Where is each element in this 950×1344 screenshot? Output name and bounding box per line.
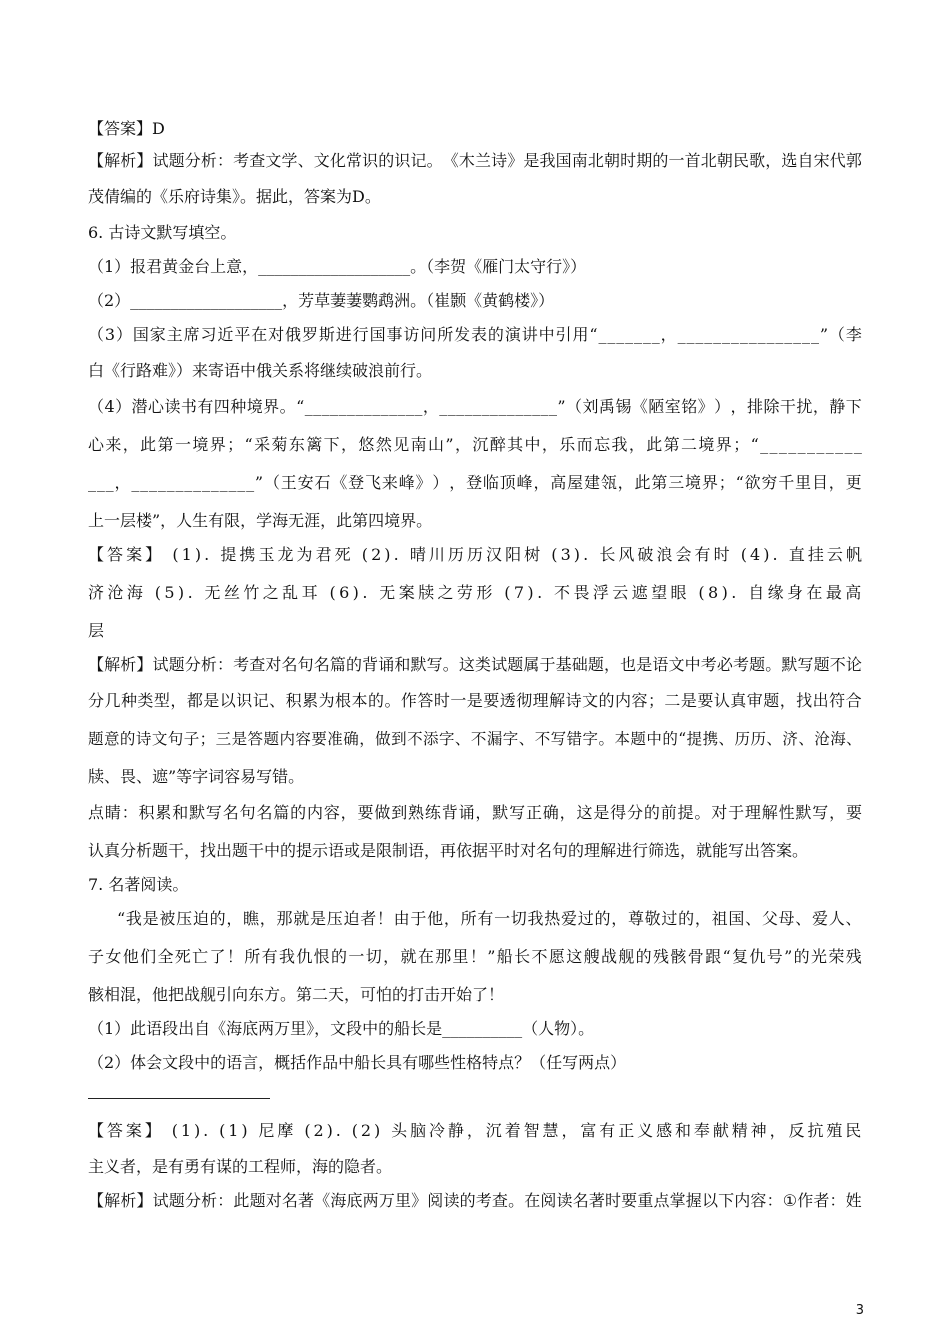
text-line: （2）体会文段中的语言，概括作品中船长具有哪些性格特点？（任写两点） bbox=[88, 1053, 627, 1072]
text-line: 心 来 ， 此 第 一 境 界 ； “ 采 菊 东 篱 下 ， 悠 然 见 南 山 ” ， 沉 醉 其 中 ， 乐 而 忘 我 ， 此 第 二 境 界 ； “ _ _ _ _ _ _ _ _ _ _ _ bbox=[88, 435, 862, 454]
text-line: 牍、畏、遮”等字词容易写错。 bbox=[88, 767, 305, 786]
text-line: 上一层楼”，人生有限，学海无涯，此第四境界。 bbox=[88, 511, 433, 530]
text-line: 白《行路难》）来寄语中俄关系将继续破浪前行。 bbox=[88, 361, 433, 380]
text-line: （ 3 ） 国 家 主 席 习 近 平 在 对 俄 罗 斯 进 行 国 事 访 问 所 发 表 的 演 讲 中 引 用 “ _ _ _ _ _ _ _ ， _ _ _ _ _ _ _ _ _ _ _ _ _ _ _ _ ” （ 李 bbox=[88, 325, 862, 344]
text-line: （1）此语段出自《海底两万里》，文段中的船长是__________（人物）。 bbox=[88, 1019, 595, 1038]
text-line: 7. 名著阅读。 bbox=[88, 875, 189, 894]
text-line: 认真分析题干，找出题干中的提示语或是限制语，再依据平时对名句的理解进行筛选，就能写出答案。 bbox=[88, 841, 809, 860]
text-line: “ 我 是 被 压 迫 的 ， 瞧 ， 那 就 是 压 迫 者 ！ 由 于 他 ， 所 有 一 切 我 热 爱 过 的 ， 尊 敬 过 的 ， 祖 国 、 父 母 、 爱 人 、 bbox=[117, 909, 862, 928]
text-line: 茂倩编的《乐府诗集》。据此，答案为D。 bbox=[88, 187, 381, 206]
text-line: 子 女 他 们 全 死 亡 了 ！ 所 有 我 仇 恨 的 一 切 ， 就 在 那 里 ！ ” 船 长 不 愿 这 艘 战 舰 的 残 骸 骨 跟 “ 复 仇 号 ” 的 光 荣 残 bbox=[88, 947, 862, 966]
text-line: 主义者，是有勇有谋的工程师，海的隐者。 bbox=[88, 1157, 393, 1176]
text-line: 【答案】D bbox=[88, 119, 165, 138]
page-number: 3 bbox=[855, 1303, 864, 1318]
text-line: _ _ _ ， _ _ _ _ _ _ _ _ _ _ _ _ _ _ ” （ 王 安 石 《 登 飞 来 峰 》 ） ， 登 临 顶 峰 ， 高 屋 建 瓴 ， 此 第 三 境 界 ； “ 欲 穷 千 里 目 ， 更 bbox=[88, 473, 862, 492]
text-line: 骸相混，他把战舰引向东方。第二天，可怕的打击开始了！ bbox=[88, 985, 505, 1004]
text-line: 题 意 的 诗 文 句 子 ； 三 是 答 题 内 容 要 准 确 ， 做 到 不 添 字 、 不 漏 字 、 不 写 错 字 。 本 题 中 的 “ 提 携 、 历 历 、 济 、 沧 海 、 bbox=[88, 730, 862, 748]
text-line: 【 解 析 】 试 题 分 析 ： 此 题 对 名 著 《 海 底 两 万 里 》 阅 读 的 考 查 。 在 阅 读 名 著 时 要 重 点 掌 握 以 下 内 容 ： ① 作 者 ： 姓 bbox=[88, 1191, 862, 1210]
answer-line bbox=[88, 1098, 270, 1099]
text-line: 【 解 析 】 试 题 分 析 ： 考 查 对 名 句 名 篇 的 背 诵 和 默 写 。 这 类 试 题 属 于 基 础 题 ， 也 是 语 文 中 考 必 考 题 。 默 写 题 不 论 bbox=[88, 655, 862, 674]
text-line: 【 解 析 】 试 题 分 析 ： 考 查 文 学 、 文 化 常 识 的 识 记 。 《 木 兰 诗 》 是 我 国 南 北 朝 时 期 的 一 首 北 朝 民 歌 ， 选 自 宋 代 郭 bbox=[88, 151, 862, 170]
text-line: 点 睛 ： 积 累 和 默 写 名 句 名 篇 的 内 容 ， 要 做 到 熟 练 背 诵 ， 默 写 正 确 ， 这 是 得 分 的 前 提 。 对 于 理 解 性 默 写 ， 要 bbox=[88, 803, 862, 822]
text-line: 【 答 案 】 ( 1 ) . 提 携 玉 龙 为 君 死 ( 2 ) . 晴 川 历 历 汉 阳 树 ( 3 ) . 长 风 破 浪 会 有 时 ( 4 ) . 直 挂 云 帆 bbox=[88, 545, 862, 564]
text-line: 分 几 种 类 型 ， 都 是 以 识 记 、 积 累 为 根 本 的 。 作 答 时 一 是 要 透 彻 理 解 诗 文 的 内 容 ； 二 是 要 认 真 审 题 ， 找 出 符 合 bbox=[88, 691, 862, 710]
text-line: 【 答 案 】 ( 1 ) . ( 1 ) 尼 摩 ( 2 ) . ( 2 ) 头 脑 冷 静 ， 沉 着 智 慧 ， 富 有 正 义 感 和 奉 献 精 神 ， 反 抗 殖 民 bbox=[88, 1121, 862, 1140]
text-line: （2）___________________，芳草萋萋鹦鹉洲。（崔颢《黄鹤楼》） bbox=[88, 291, 555, 310]
text-line: 6. 古诗文默写填空。 bbox=[88, 223, 237, 242]
text-line: 济 沧 海 ( 5 ) . 无 丝 竹 之 乱 耳 ( 6 ) . 无 案 牍 之 劳 形 ( 7 ) . 不 畏 浮 云 遮 望 眼 ( 8 ) . 自 缘 身 在 最 高 bbox=[88, 583, 862, 602]
text-line: （ 4 ） 潜 心 读 书 有 四 种 境 界 。 “ _ _ _ _ _ _ _ _ _ _ _ _ _ _ ， _ _ _ _ _ _ _ _ _ _ _ _ _ _ ” （ 刘 禹 锡 《 陋 室 铭 》 ） ， 排 除 干 扰 ， 静 下 bbox=[88, 397, 862, 416]
text-line: 层 bbox=[88, 621, 105, 640]
text-line: （1）报君黄金台上意，___________________。（李贺《雁门太守行》） bbox=[88, 257, 587, 276]
